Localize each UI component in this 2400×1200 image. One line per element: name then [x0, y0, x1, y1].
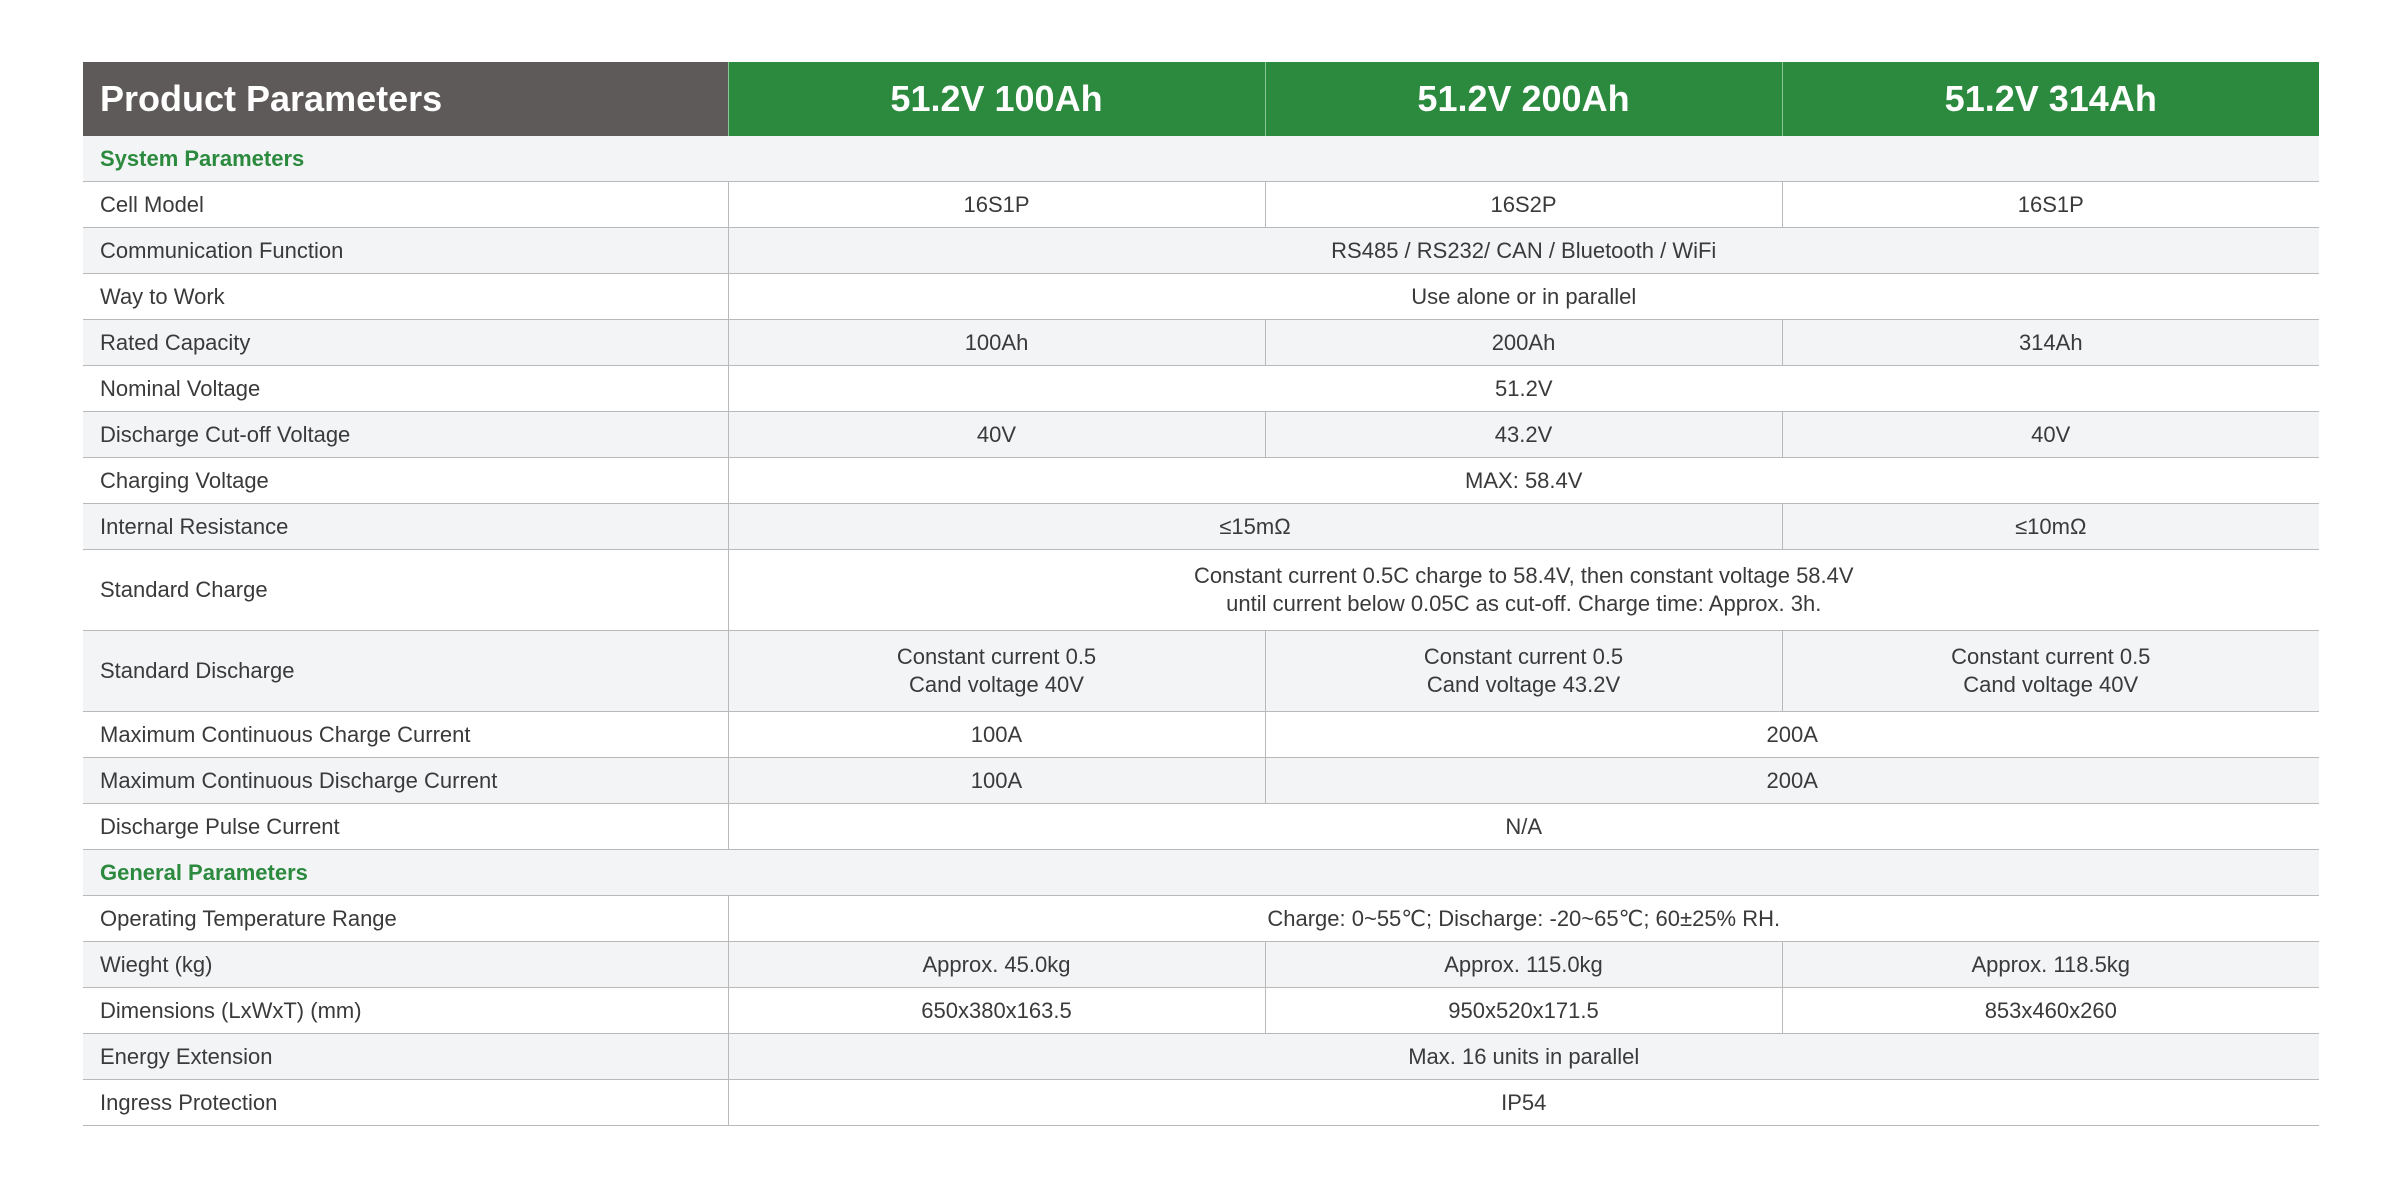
text-line: Constant current 0.5 — [896, 644, 1097, 669]
model-314ah-header: 51.2V 314Ah — [1782, 62, 2319, 136]
cell-value: 100Ah — [728, 320, 1265, 366]
cell-value: MAX: 58.4V — [728, 458, 2319, 504]
row-label: Maximum Continuous Charge Current — [83, 712, 728, 758]
row-label: Standard Charge — [83, 550, 728, 631]
table-row-standard-discharge — [83, 631, 2319, 712]
row-label: Cell Model — [83, 182, 728, 228]
cell-value: 100A — [728, 712, 1265, 758]
cell-value — [1265, 631, 1782, 712]
table-row-ingress-protection — [83, 1080, 2319, 1126]
table-row-communication — [83, 228, 2319, 274]
text-line: Cand voltage 43.2V — [1426, 672, 1621, 697]
product-parameters-table — [83, 62, 2319, 1126]
table-row-max-charge-current — [83, 712, 2319, 758]
cell-value: RS485 / RS232/ CAN / Bluetooth / WiFi — [728, 228, 2319, 274]
cell-value: Use alone or in parallel — [728, 274, 2319, 320]
text-line: Constant current 0.5C charge to 58.4V, then constant voltage 58.4V — [1193, 563, 1854, 588]
row-label: Way to Work — [83, 274, 728, 320]
cell-value: 650x380x163.5 — [728, 988, 1265, 1034]
row-label: Internal Resistance — [83, 504, 728, 550]
row-label: Communication Function — [83, 228, 728, 274]
text-line: until current below 0.05C as cut-off. Charge time: Approx. 3h. — [1226, 591, 1822, 616]
table-row-max-discharge-current — [83, 758, 2319, 804]
cell-value: 853x460x260 — [1782, 988, 2319, 1034]
table-row-charging-voltage — [83, 458, 2319, 504]
row-label: Operating Temperature Range — [83, 896, 728, 942]
cell-value: 43.2V — [1265, 412, 1782, 458]
cell-value: Max. 16 units in parallel — [728, 1034, 2319, 1080]
cell-value: 16S1P — [728, 182, 1265, 228]
text-line: Constant current 0.5 — [1951, 644, 2151, 669]
cell-value: 51.2V — [728, 366, 2319, 412]
model-100ah-header: 51.2V 100Ah — [728, 62, 1265, 136]
cell-value: Approx. 45.0kg — [728, 942, 1265, 988]
cell-value: Charge: 0~55℃; Discharge: -20~65℃; 60±25% RH. — [728, 896, 2319, 942]
table-row-energy-extension — [83, 1034, 2319, 1080]
table-row-internal-resistance — [83, 504, 2319, 550]
row-label: Wieght (kg) — [83, 942, 728, 988]
cell-value: Approx. 115.0kg — [1265, 942, 1782, 988]
text-line: Cand voltage 40V — [1963, 672, 2139, 697]
row-label: Ingress Protection — [83, 1080, 728, 1126]
cell-value: 16S1P — [1782, 182, 2319, 228]
text-line: Constant current 0.5 — [1423, 644, 1624, 669]
cell-value — [1782, 631, 2319, 712]
row-label: Discharge Pulse Current — [83, 804, 728, 850]
cell-value: 950x520x171.5 — [1265, 988, 1782, 1034]
table-row-weight — [83, 942, 2319, 988]
model-200ah-header: 51.2V 200Ah — [1265, 62, 1782, 136]
table-row-rated-capacity — [83, 320, 2319, 366]
cell-value: 40V — [728, 412, 1265, 458]
header-title: Product Parameters — [83, 62, 728, 136]
cell-value: ≤10mΩ — [1782, 504, 2319, 550]
table-row-cell-model — [83, 182, 2319, 228]
cell-value: ≤15mΩ — [728, 504, 1782, 550]
cell-value: N/A — [728, 804, 2319, 850]
text-line: Cand voltage 40V — [909, 672, 1084, 697]
cell-value: 16S2P — [1265, 182, 1782, 228]
table-row-operating-temp — [83, 896, 2319, 942]
row-label: Discharge Cut-off Voltage — [83, 412, 728, 458]
section-row-system — [83, 136, 2319, 182]
table-row-cutoff-voltage — [83, 412, 2319, 458]
section-row-general — [83, 850, 2319, 896]
section-heading: General Parameters — [83, 850, 2319, 896]
row-label: Maximum Continuous Discharge Current — [83, 758, 728, 804]
row-label: Nominal Voltage — [83, 366, 728, 412]
cell-value: 314Ah — [1782, 320, 2319, 366]
row-label: Charging Voltage — [83, 458, 728, 504]
cell-value: 200Ah — [1265, 320, 1782, 366]
section-heading: System Parameters — [83, 136, 2319, 182]
table-row-dimensions — [83, 988, 2319, 1034]
table-row-standard-charge — [83, 550, 2319, 631]
table-row-pulse-current — [83, 804, 2319, 850]
row-label: Dimensions (LxWxT) (mm) — [83, 988, 728, 1034]
table-row-way-to-work — [83, 274, 2319, 320]
cell-value — [728, 631, 1265, 712]
cell-value: 200A — [1265, 712, 2319, 758]
cell-value: IP54 — [728, 1080, 2319, 1126]
cell-value: 100A — [728, 758, 1265, 804]
cell-value: 40V — [1782, 412, 2319, 458]
cell-value: 200A — [1265, 758, 2319, 804]
row-label: Rated Capacity — [83, 320, 728, 366]
cell-value — [728, 550, 2319, 631]
table-row-nominal-voltage — [83, 366, 2319, 412]
cell-value: Approx. 118.5kg — [1782, 942, 2319, 988]
row-label: Standard Discharge — [83, 631, 728, 712]
header-row — [83, 62, 2319, 136]
row-label: Energy Extension — [83, 1034, 728, 1080]
